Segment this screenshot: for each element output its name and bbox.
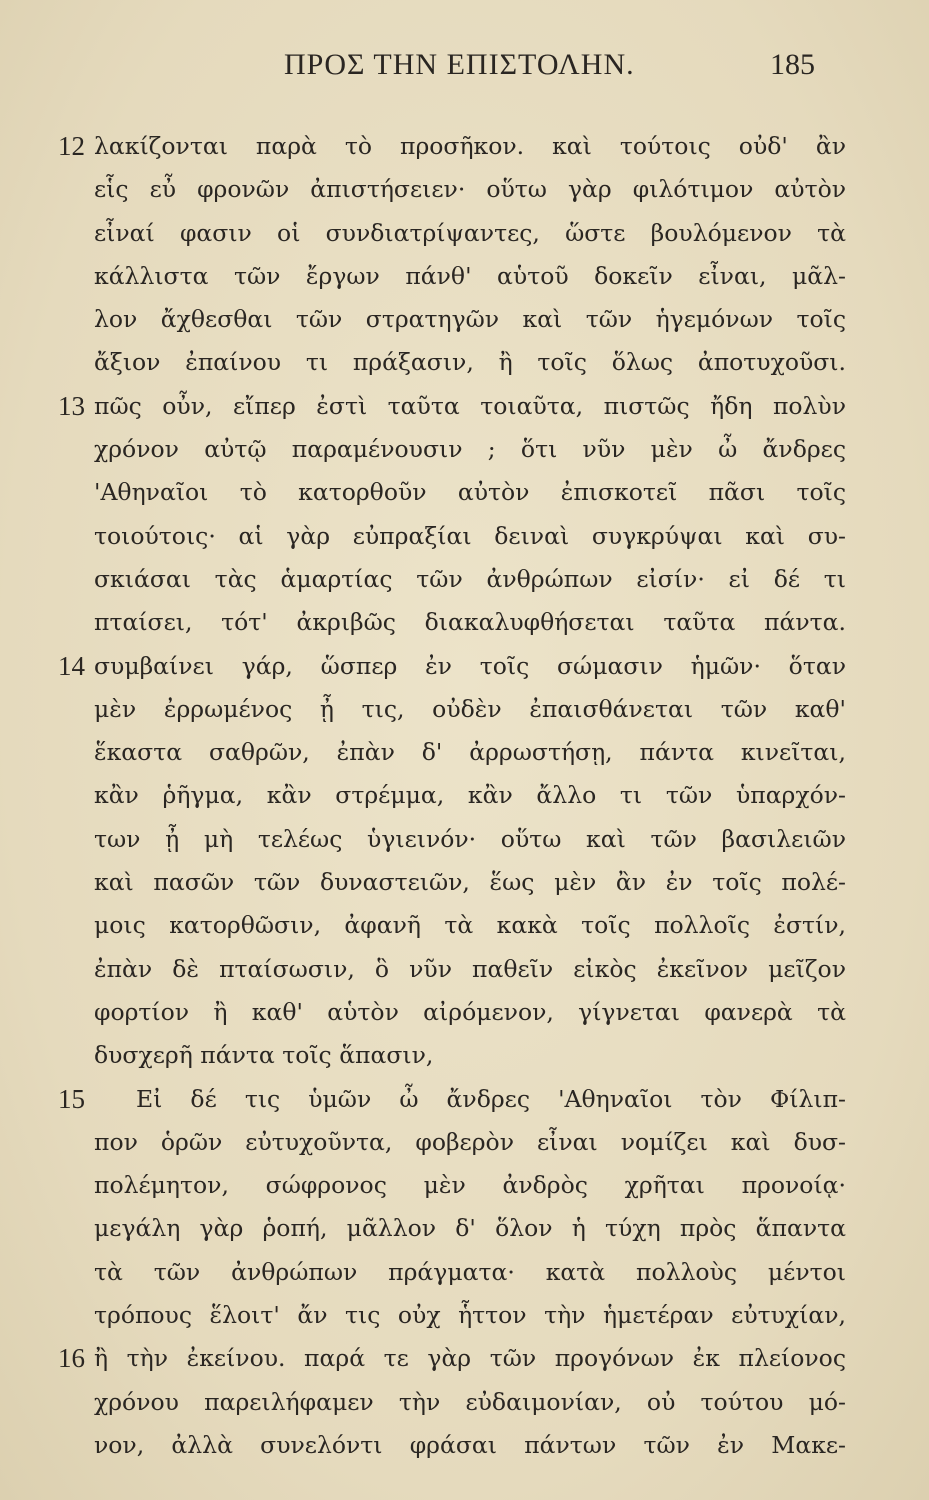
section-number: 13 [58, 390, 85, 421]
text-line [0, 992, 929, 1035]
text-line [0, 862, 929, 905]
text-line [0, 775, 929, 818]
line-text: πον ὁρῶν εὐτυχοῦντα, φοβερὸν εἶναι νομίζει καὶ δυσ- [94, 1127, 846, 1156]
line-text: χρόνον αὐτῷ παραμένουσιν ; ὅτι νῦν μὲν ὦ ἄνδρες [94, 435, 846, 464]
line-text: πολέμητον, σώφρονος μὲν ἀνδρὸς χρῆται προνοίᾳ· [94, 1171, 846, 1200]
running-head: ΠΡΟΣ ΤΗΝ ΕΠΙΣΤΟΛΗΝ. [284, 48, 635, 81]
line-text: μεγάλη γὰρ ῥοπή, μᾶλλον δ' ὅλον ἡ τύχη πρὸς ἅπαντα [94, 1214, 846, 1243]
text-line [0, 1208, 929, 1251]
text-line [0, 386, 929, 429]
text-line [0, 126, 929, 169]
line-text: 'Αθηναῖοι τὸ κατορθοῦν αὐτὸν ἐπισκοτεῖ πᾶσι τοῖς [94, 478, 846, 507]
line-text: κάλλιστα τῶν ἔργων πάνθ' αὑτοῦ δοκεῖν εἶναι, μᾶλ- [94, 261, 846, 290]
section-number: 16 [58, 1343, 85, 1374]
text-line [0, 342, 929, 385]
text-line [0, 559, 929, 602]
text-line [0, 1035, 929, 1078]
line-text: νον, ἀλλὰ συνελόντι φράσαι πάντων τῶν ἐν Μακε- [94, 1430, 846, 1459]
line-text: φορτίον ἢ καθ' αὑτὸν αἰρόμενον, γίγνεται φανερὰ τὰ [94, 997, 846, 1026]
line-text: τοιούτοις· αἱ γὰρ εὐπραξίαι δειναὶ συγκρύψαι καὶ συ- [94, 521, 846, 550]
line-text: πταίσει, τότ' ἀκριβῶς διακαλυφθήσεται ταῦτα πάντα. [94, 608, 846, 637]
line-text: κἂν ῥῆγμα, κἂν στρέμμα, κἂν ἄλλο τι τῶν ὑπαρχόν- [94, 781, 846, 810]
line-text: μοις κατορθῶσιν, ἀφανῆ τὰ κακὰ τοῖς πολλοῖς ἐστίν, [94, 911, 846, 940]
line-text: Εἰ δέ τις ὑμῶν ὦ ἄνδρες 'Αθηναῖοι τὸν Φίλιπ- [136, 1084, 846, 1113]
text-line [0, 689, 929, 732]
text-line [0, 1382, 929, 1425]
text-line [0, 1295, 929, 1338]
page-header [0, 44, 929, 94]
text-line [0, 1338, 929, 1381]
line-text: σκιάσαι τὰς ἁμαρτίας τῶν ἀνθρώπων εἰσίν· εἰ δέ τι [94, 564, 846, 593]
text-line [0, 1122, 929, 1165]
section-number: 12 [58, 131, 85, 161]
line-text: χρόνου παρειλήφαμεν τὴν εὐδαιμονίαν, οὐ τούτου μό- [94, 1387, 846, 1416]
section-number: 14 [58, 650, 85, 681]
text-line [0, 819, 929, 862]
text-line [0, 256, 929, 299]
line-text: των ᾖ μὴ τελέως ὑγιεινόν· οὕτω καὶ τῶν βασιλειῶν [94, 824, 846, 853]
line-text: λακίζονται παρὰ τὸ προσῆκον. καὶ τούτοις οὐδ' ἂν [94, 132, 846, 160]
text-line [0, 169, 929, 212]
line-text: τρόπους ἕλοιτ' ἄν τις οὐχ ἧττον τὴν ἡμετέραν εὐτυχίαν, [94, 1301, 846, 1330]
text-line [0, 1425, 929, 1468]
line-text: ἐπὰν δὲ πταίσωσιν, ὃ νῦν παθεῖν εἰκὸς ἐκεῖνον μεῖζον [94, 954, 846, 983]
text-line [0, 732, 929, 775]
text-line [0, 516, 929, 559]
line-text: τὰ τῶν ἀνθρώπων πράγματα· κατὰ πολλοὺς μέντοι [94, 1257, 846, 1286]
line-text: δυσχερῆ πάντα τοῖς ἅπασιν, [94, 1041, 434, 1070]
text-line [0, 429, 929, 472]
line-text: ἢ τὴν ἐκείνου. παρά τε γὰρ τῶν προγόνων ἐκ πλείονος [94, 1344, 846, 1373]
line-text: εἷς εὖ φρονῶν ἀπιστήσειεν· οὕτω γὰρ φιλότιμον αὐτὸν [94, 175, 846, 204]
line-text: ἄξιον ἐπαίνου τι πράξασιν, ἢ τοῖς ὅλως ἀποτυχοῦσι. [94, 348, 846, 377]
text-line [0, 472, 929, 515]
text-line [0, 602, 929, 645]
text-line [0, 646, 929, 689]
line-text: ἕκαστα σαθρῶν, ἐπὰν δ' ἀρρωστήσῃ, πάντα κινεῖται, [94, 738, 846, 767]
line-text: μὲν ἐρρωμένος ᾖ τις, οὐδὲν ἐπαισθάνεται τῶν καθ' [94, 694, 846, 723]
line-text: καὶ πασῶν τῶν δυναστειῶν, ἕως μὲν ἂν ἐν τοῖς πολέ- [94, 868, 846, 897]
line-text: πῶς οὖν, εἴπερ ἐστὶ ταῦτα τοιαῦτα, πιστῶς ἤδη πολὺν [94, 391, 846, 420]
text-body [0, 126, 929, 1468]
text-line [0, 905, 929, 948]
text-line [0, 299, 929, 342]
line-text: λον ἄχθεσθαι τῶν στρατηγῶν καὶ τῶν ἡγεμόνων τοῖς [94, 305, 846, 334]
line-text: εἶναί φασιν οἱ συνδιατρίψαντες, ὥστε βουλόμενον τὰ [94, 218, 846, 247]
text-line [0, 1079, 929, 1122]
text-line [0, 1165, 929, 1208]
page-number: 185 [770, 48, 815, 81]
line-text: συμβαίνει γάρ, ὥσπερ ἐν τοῖς σώμασιν ἡμῶν· ὅταν [94, 651, 846, 680]
text-line [0, 213, 929, 256]
section-number: 15 [58, 1083, 85, 1114]
text-line [0, 1252, 929, 1295]
text-line [0, 949, 929, 992]
